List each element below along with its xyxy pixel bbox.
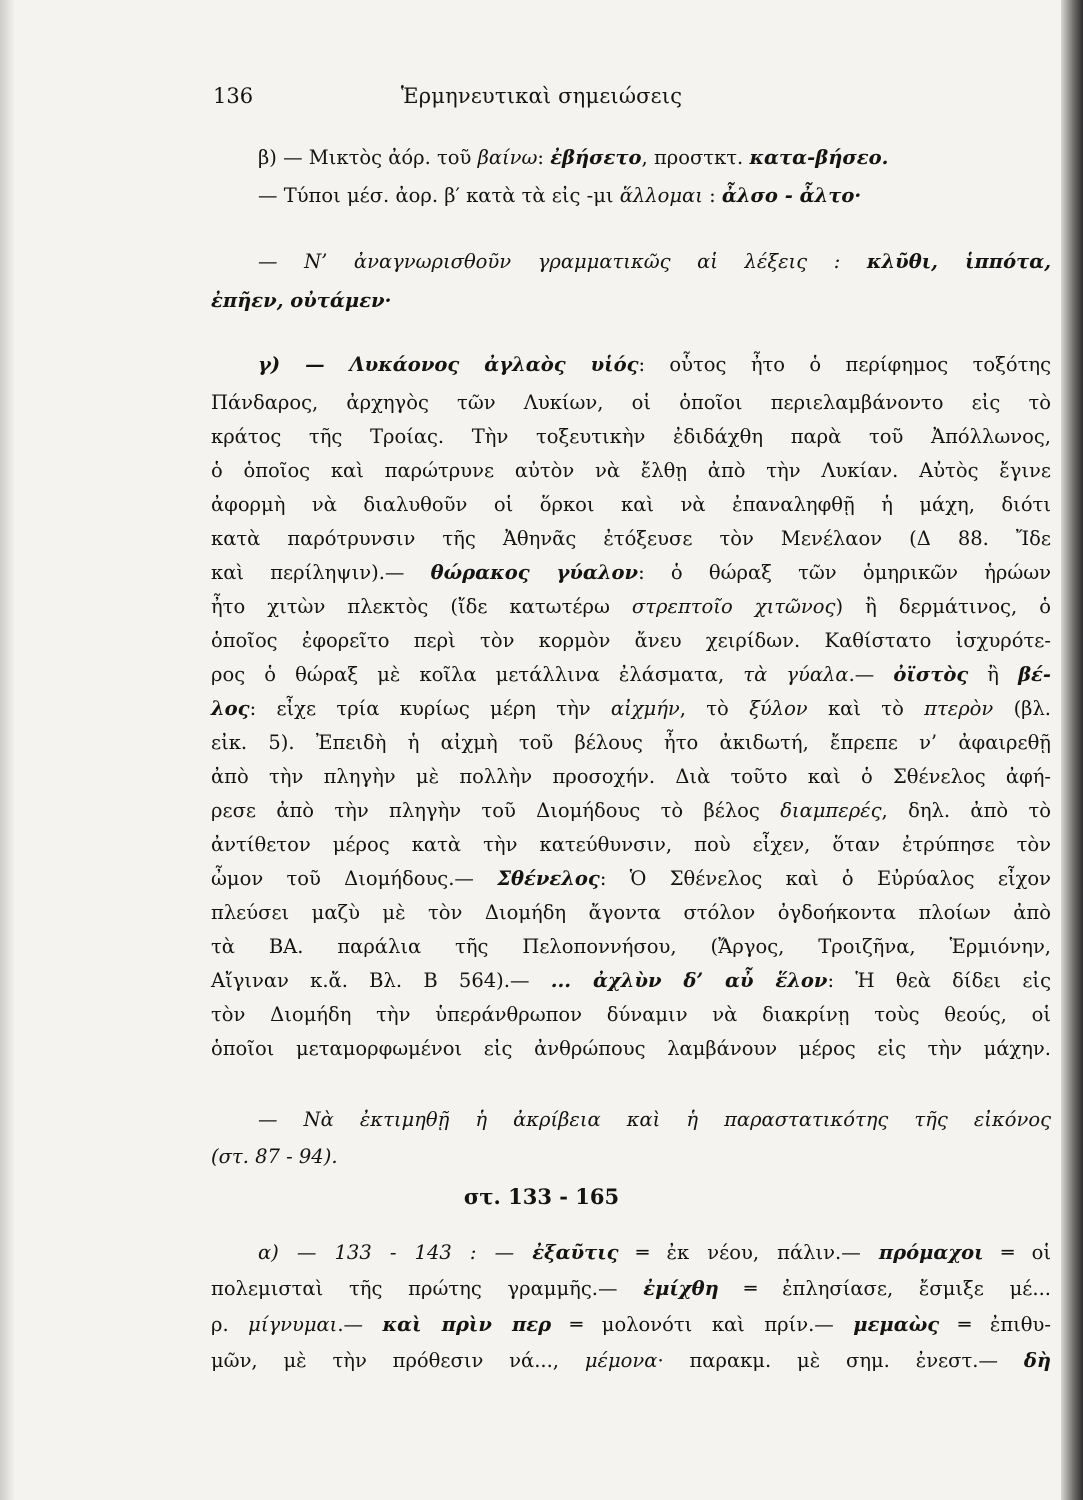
text-segment: πλεύσει μαζὺ μὲ τὸν Διομήδη ἄγοντα στόλον ὀγδοήκοντα πλοίων ἀπὸ — [211, 901, 1051, 924]
text-segment: , προστκτ. — [641, 146, 750, 169]
text-segment: ═ μολονότι καὶ πρίν.— — [551, 1313, 854, 1336]
text-line — [211, 935, 1051, 958]
page-left-edge — [0, 0, 14, 1500]
text-segment: ═ ἐκ νέου, πάλιν.— — [618, 1241, 879, 1264]
text-line — [211, 969, 1051, 992]
text-line — [211, 867, 1051, 890]
text-segment: καὶ πρὶν περ — [382, 1313, 552, 1336]
text-segment: .— — [848, 663, 894, 686]
text-segment: κατα-βήσεο. — [749, 146, 889, 169]
text-line — [258, 184, 1051, 207]
text-segment: : Ὁ Σθένελος καὶ ὁ Εὐρύαλος εἶχον — [599, 867, 1051, 890]
text-line — [211, 1145, 1051, 1168]
text-line — [211, 459, 1051, 482]
page-header — [0, 84, 1083, 118]
text-segment: .— — [337, 1313, 383, 1336]
text-line — [211, 663, 1051, 686]
text-segment: θώρακος γύαλον — [430, 561, 639, 584]
running-title: Ἑρμηνευτικαὶ σημειώσεις — [400, 84, 683, 108]
text-line — [211, 697, 1051, 720]
text-segment: : ὁ θώραξ τῶν ὁμηρικῶν ἡρώων — [638, 561, 1052, 584]
text-segment: ὁ ὁποῖος καὶ παρώτρυνε αὐτὸν νὰ ἔλθῃ ἀπὸ τὴν Λυκίαν. Αὐτὸς ἔγινε — [211, 459, 1051, 482]
text-line — [211, 527, 1051, 550]
text-segment: (στ. 87 - 94). — [211, 1145, 338, 1168]
text-segment: — Τύποι μέσ. ἀορ. β′ κατὰ τὰ εἰς -μι — [258, 184, 620, 207]
text-segment: τὰ ΒΑ. παράλια τῆς Πελοποννήσου, (Ἄργος, Τροιζῆνα, Ἑρμιόνην, — [211, 935, 1051, 958]
text-segment: ἀπὸ τὴν πληγὴν μὲ πολλὴν προσοχήν. Διὰ τοῦτο καὶ ὁ Σθένελος ἀφή- — [211, 765, 1051, 788]
section-heading: στ. 133 - 165 — [463, 1184, 620, 1209]
text-line — [211, 833, 1051, 856]
text-segment: βαίνω — [477, 146, 538, 169]
text-line — [211, 595, 1051, 618]
text-line — [211, 1277, 1051, 1300]
text-segment: ὁποῖοι μεταμορφωμένοι εἰς ἀνθρώπους λαμβάνουν μέρος εἰς τὴν μάχην. — [211, 1037, 1051, 1060]
text-segment: στρεπτοῖο χιτῶνος — [631, 595, 836, 618]
text-segment: α) — 133 - 143 : — — [258, 1241, 533, 1264]
text-line — [211, 289, 1051, 312]
text-segment: — Ν’ ἀναγνωρισθοῦν γραμματικῶς αἱ λέξεις : — [258, 250, 867, 273]
text-segment: μίγνυμαι — [248, 1313, 338, 1336]
text-segment: ἐμίχθη — [643, 1277, 719, 1300]
text-segment: ἐβήσετο — [550, 146, 642, 169]
text-segment: ἐξαῦτις — [532, 1241, 619, 1264]
text-segment: ὀϊστὸς — [893, 663, 969, 686]
text-segment: ἐπῆεν, οὐτάμεν· — [211, 289, 392, 312]
text-line — [258, 1108, 1051, 1131]
book-spine-shadow — [1061, 0, 1083, 1500]
text-line — [211, 1313, 1051, 1336]
page-number: 136 — [213, 84, 254, 108]
text-segment: — Νὰ ἐκτιμηθῇ ἡ ἀκρίβεια καὶ ἡ παραστατικότης τῆς εἰκόνος — [258, 1108, 1051, 1131]
text-line — [258, 146, 1051, 169]
text-line — [211, 765, 1051, 788]
text-segment: , τὸ — [679, 697, 750, 720]
text-segment: Πάνδαρος, ἀρχηγὸς τῶν Λυκίων, οἱ ὁποῖοι περιελαμβάνοντο εἰς τὸ — [211, 391, 1051, 414]
text-segment: ═ ἐπλησίασε, ἔσμιξε μέ... — [718, 1277, 1051, 1300]
text-segment: ═ ἐπιθυ- — [939, 1313, 1051, 1336]
text-segment: : εἶχε τρία κυρίως μέρη τὴν — [249, 697, 611, 720]
text-segment: Αἴγιναν κ.ἄ. Βλ. Β 564).— — [211, 969, 551, 992]
text-segment: ρεσε ἀπὸ τὴν πληγὴν τοῦ Διομήδους τὸ βέλος — [211, 799, 781, 822]
text-segment: πτερὸν — [924, 697, 994, 720]
text-line — [211, 391, 1051, 414]
text-line — [211, 1349, 1051, 1372]
text-line — [211, 425, 1051, 448]
text-segment: ═ οἱ — [983, 1241, 1051, 1264]
text-segment: καὶ περίληψιν).— — [211, 561, 431, 584]
text-segment: διαμπερές — [780, 799, 882, 822]
text-segment: ὁποῖος ἐφορεῖτο περὶ τὸν κορμὸν ἄνευ χειρίδων. Καθίστατο ἰσχυρότε- — [211, 629, 1051, 652]
text-line — [211, 1037, 1051, 1060]
text-segment: κράτος τῆς Τροίας. Τὴν τοξευτικὴν ἐδιδάχθη παρὰ τοῦ Ἀπόλλωνος, — [211, 425, 1051, 448]
text-segment: κατὰ παρότρυνσιν τῆς Ἀθηνᾶς ἐτόξευσε τὸν Μενέλαον (Δ 88. Ἴδε — [211, 527, 1051, 550]
text-segment: ὦμον τοῦ Διομήδους.— — [211, 867, 498, 890]
text-segment: δὴ — [1023, 1349, 1051, 1372]
text-segment: μέμονα — [584, 1349, 658, 1372]
text-line — [211, 493, 1051, 516]
text-line — [211, 561, 1051, 584]
text-segment: μῶν, μὲ τὴν πρόθεσιν νά..., — [211, 1349, 585, 1372]
text-segment: ἅλλομαι — [619, 184, 703, 207]
text-segment: Λυκάονος ἀγλαὸς υἱός — [349, 353, 639, 376]
text-segment: κλῦθι, ἱππότα, — [866, 250, 1051, 273]
text-segment: · παρακμ. μὲ σημ. ἐνεστ.— — [657, 1349, 1024, 1372]
text-segment: ἆλσο - ἆλτο· — [721, 184, 862, 207]
text-line — [211, 799, 1051, 822]
text-segment: αἰχμήν — [610, 697, 680, 720]
text-segment: , δηλ. ἀπὸ τὸ — [881, 799, 1051, 822]
text-segment: ... ἀχλὺν δ’ αὖ ἕλον — [550, 969, 828, 992]
text-segment: : — [537, 146, 551, 169]
text-line — [211, 1003, 1051, 1026]
text-line — [211, 901, 1051, 924]
text-segment: ἀφορμὴ νὰ διαλυθοῦν οἱ ὅρκοι καὶ νὰ ἐπαναληφθῇ ἡ μάχη, διότι — [211, 493, 1051, 516]
text-segment: β) — Μικτὸς ἀόρ. τοῦ — [258, 146, 478, 169]
text-segment: : — [702, 184, 722, 207]
text-line — [211, 629, 1051, 652]
text-segment: ἢ — [968, 663, 1019, 686]
text-line — [258, 250, 1051, 273]
text-segment: πολεμισταὶ τῆς πρώτης γραμμῆς.— — [211, 1277, 644, 1300]
text-segment: γ) — — [258, 353, 350, 376]
text-segment: εἰκ. 5). Ἐπειδὴ ἡ αἰχμὴ τοῦ βέλους ἦτο ἀκιδωτή, ἔπρεπε ν’ ἀφαιρεθῇ — [211, 731, 1051, 754]
text-segment: : οὗτος ἦτο ὁ περίφημος τοξότης — [638, 353, 1051, 376]
text-segment: τὸν Διομήδη τὴν ὑπεράνθρωπον δύναμιν νὰ διακρίνῃ τοὺς θεούς, οἱ — [211, 1003, 1051, 1026]
text-segment: ρος ὁ θώραξ μὲ κοῖλα μετάλλινα ἐλάσματα, — [211, 663, 744, 686]
text-segment: βέ- — [1018, 663, 1052, 686]
text-line — [211, 731, 1051, 754]
text-segment: Σθένελος — [497, 867, 600, 890]
text-segment: μεμαὼς — [853, 1313, 940, 1336]
text-segment: τὰ γύαλα — [743, 663, 849, 686]
text-segment: καὶ τὸ — [807, 697, 925, 720]
text-segment: ρ. — [211, 1313, 249, 1336]
text-segment: πρόμαχοι — [878, 1241, 984, 1264]
text-segment: ἀντίθετον μέρος κατὰ τὴν κατεύθυνσιν, ποὺ εἶχεν, ὅταν ἐτρύπησε τὸν — [211, 833, 1051, 856]
text-segment: ἦτο χιτὼν πλεκτὸς (ἴδε κατωτέρω — [211, 595, 632, 618]
text-segment: ξύλον — [749, 697, 808, 720]
text-line — [258, 1241, 1051, 1264]
text-segment: : Ἡ θεὰ δίδει εἰς — [827, 969, 1051, 992]
text-segment: λος — [211, 697, 250, 720]
text-segment: (βλ. — [993, 697, 1052, 720]
text-line — [258, 353, 1051, 376]
text-segment: ) ἢ δερμάτινος, ὁ — [835, 595, 1051, 618]
